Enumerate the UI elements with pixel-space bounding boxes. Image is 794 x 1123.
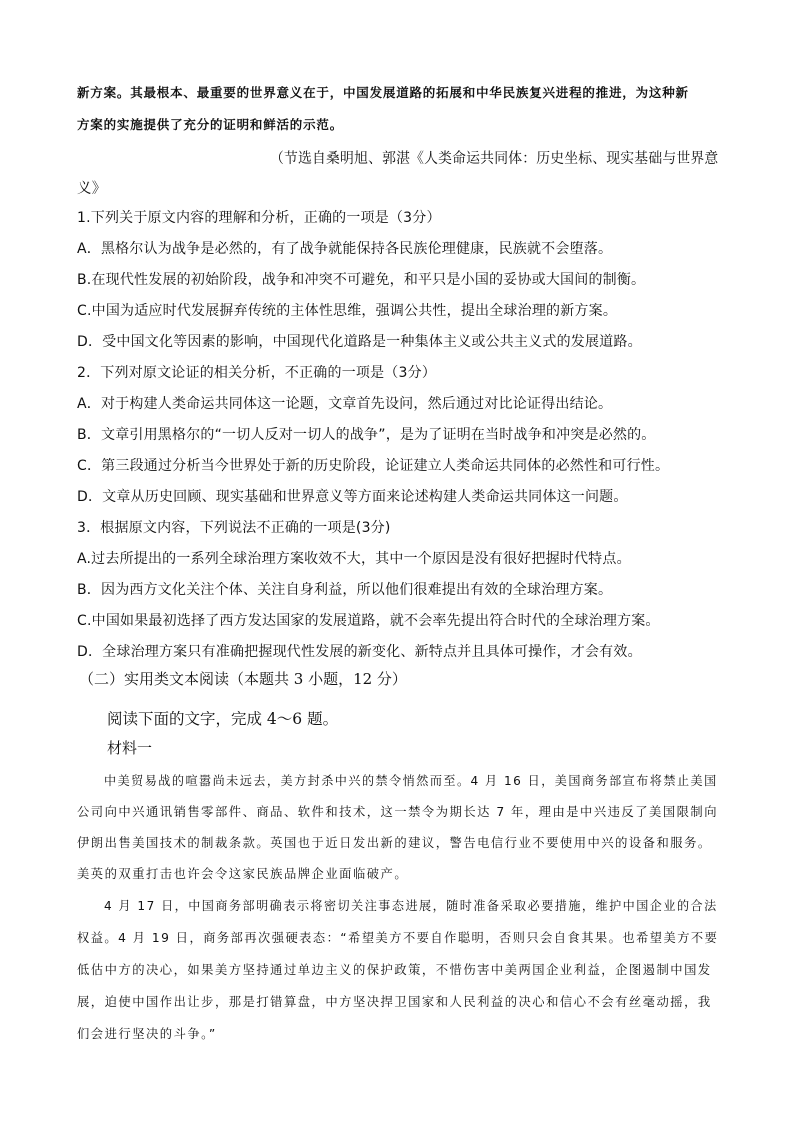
passage-end-line-2: 方案的实施提供了充分的证明和鲜活的示范。 bbox=[77, 117, 344, 132]
material-para2-line-1: 4 月 17 日，中国商务部明确表示将密切关注事态进展，随时准备采取必要措施，维护中国企业的合法 bbox=[104, 899, 718, 913]
citation-line-2: 义》 bbox=[77, 181, 107, 197]
question-2-option-b: B．文章引用黑格尔的“一切人反对一切人的战争”，是为了证明在当时战争和冲突是必然的。 bbox=[77, 427, 656, 443]
question-3-option-c: C.中国如果最初选择了西方发达国家的发展道路，就不会率先提出符合时代的全球治理方案。 bbox=[77, 613, 660, 629]
section-heading: （二）实用类文本阅读（本题共 3 小题，12 分） bbox=[79, 670, 407, 688]
question-1-option-c: C.中国为适应时代发展摒弃传统的主体性思维，强调公共性，提出全球治理的新方案。 bbox=[77, 303, 618, 319]
question-1-stem: 1.下列关于原文内容的理解和分析，正确的一项是（3分） bbox=[77, 210, 441, 226]
question-1-option-b: B.在现代性发展的初始阶段，战争和冲突不可避免，和平只是小国的妥协或大国间的制衡。 bbox=[77, 272, 646, 288]
question-1-option-a: A．黑格尔认为战争是必然的，有了战争就能保持各民族伦理健康，民族就不会堕落。 bbox=[77, 241, 613, 257]
material-para1-line-3: 伊朗出售美国技术的制裁条款。英国也于近日发出新的建议，警告电信行业不要使用中兴的设备和服务。 bbox=[77, 836, 712, 850]
material-para2-line-2: 权益。4 月 19 日，商务部再次强硬表态：“希望美方不要自作聪明，否则只会自食其果。也希望美方不要 bbox=[77, 931, 719, 945]
section-instruction: 阅读下面的文字，完成 4～6 题。 bbox=[107, 710, 339, 728]
material-para1-line-2: 公司向中兴通讯销售零部件、商品、软件和技术，这一禁令为期长达 7 年，理由是中兴违反了美国限制向 bbox=[77, 805, 719, 819]
question-3-option-d: D．全球治理方案只有准确把握现代性发展的新变化、新特点并且具体可操作，才会有效。 bbox=[77, 644, 642, 660]
question-2-stem: 2．下列对原文论证的相关分析，不正确的一项是（3分） bbox=[77, 365, 437, 381]
question-1-option-d: D．受中国文化等因素的影响，中国现代化道路是一种集体主义或公共主义式的发展道路。 bbox=[77, 334, 642, 350]
citation-line-1: （节选自桑明旭、郭湛《人类命运共同体：历史坐标、现实基础与世界意 bbox=[270, 151, 719, 167]
question-2-option-d: D．文章从历史回顾、现实基础和世界意义等方面来论述构建人类命运共同体这一问题。 bbox=[77, 489, 628, 505]
question-2-option-c: C．第三段通过分析当今世界处于新的历史阶段，论证建立人类命运共同体的必然性和可行性。 bbox=[77, 458, 670, 474]
question-3-option-a: A.过去所提出的一系列全球治理方案收效不大，其中一个原因是没有很好把握时代特点。 bbox=[77, 551, 631, 567]
material-para2-line-4: 展，迫使中国作出让步，那是打错算盘，中方坚决捍卫国家和人民利益的决心和信心不会有丝毫动摇，我 bbox=[77, 995, 712, 1009]
question-3-option-b: B．因为西方文化关注个体、关注自身利益，所以他们很难提出有效的全球治理方案。 bbox=[77, 582, 613, 598]
passage-end-line-1: 新方案。其最根本、最重要的世界意义在于，中国发展道路的拓展和中华民族复兴进程的推进，为这种新 bbox=[77, 85, 689, 100]
material-para1-line-4: 美英的双重打击也许会令这家民族品牌企业面临破产。 bbox=[77, 867, 409, 881]
material-para1-line-1: 中美贸易战的喧嚣尚未远去，美方封杀中兴的禁令悄然而至。4 月 16 日，美国商务部宣布将禁止美国 bbox=[104, 774, 718, 788]
material-para2-line-3: 低估中方的决心，如果美方坚持通过单边主义的保护政策，不惜伤害中美两国企业利益，企图遏制中国发 bbox=[77, 963, 712, 977]
question-2-option-a: A．对于构建人类命运共同体这一论题，文章首先设问，然后通过对比论证得出结论。 bbox=[77, 396, 613, 412]
material-label: 材料一 bbox=[107, 739, 153, 757]
material-para2-line-5: 们会进行坚决的斗争。” bbox=[77, 1027, 217, 1041]
question-3-stem: 3．根据原文内容，下列说法不正确的一项是(3分) bbox=[77, 520, 391, 536]
